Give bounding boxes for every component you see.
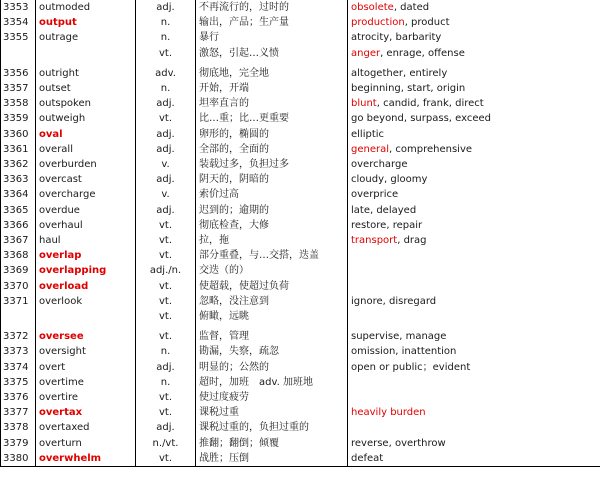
key-synonym: production — [351, 17, 405, 29]
part-of-speech: vt. — [136, 46, 196, 61]
entry-number: 3378 — [1, 420, 36, 435]
headword: outspoken — [36, 96, 136, 111]
entry-number: 3358 — [1, 96, 36, 111]
table-row — [1, 218, 600, 233]
table-row — [1, 187, 600, 202]
table-row — [1, 96, 600, 111]
part-of-speech: vt. — [136, 233, 196, 248]
chinese-meaning: 索价过高 — [196, 187, 348, 202]
table-row — [1, 294, 600, 309]
headword: haul — [36, 233, 136, 248]
key-synonym: transport — [351, 235, 398, 247]
english-synonyms — [348, 233, 600, 248]
headword: overcast — [36, 172, 136, 187]
english-synonyms — [348, 81, 600, 96]
part-of-speech: vt. — [136, 111, 196, 126]
english-synonyms — [348, 360, 600, 375]
headword: outset — [36, 81, 136, 96]
entry-number: 3356 — [1, 66, 36, 81]
part-of-speech: vt. — [136, 390, 196, 405]
chinese-meaning: 明显的；公然的 — [196, 360, 348, 375]
chinese-meaning: 战胜；压倒 — [196, 451, 348, 467]
chinese-meaning: 部分重叠，与…交搭，迭盖 — [196, 248, 348, 263]
part-of-speech: n. — [136, 375, 196, 390]
part-of-speech: n. — [136, 81, 196, 96]
chinese-meaning: 比…重；比…更重要 — [196, 111, 348, 126]
part-of-speech: adj. — [136, 127, 196, 142]
table-row — [1, 203, 600, 218]
chinese-meaning: 俯瞰，远眺 — [196, 309, 348, 324]
headword: overt — [36, 360, 136, 375]
entry-number: 3373 — [1, 344, 36, 359]
table-row — [1, 329, 600, 344]
headword: overall — [36, 142, 136, 157]
headword: overtime — [36, 375, 136, 390]
synonym-text: elliptic — [351, 128, 385, 140]
headword: outweigh — [36, 111, 136, 126]
entry-number: 3362 — [1, 157, 36, 172]
part-of-speech: adj. — [136, 142, 196, 157]
part-of-speech: vt. — [136, 218, 196, 233]
english-synonyms — [348, 218, 600, 233]
table-row — [1, 344, 600, 359]
english-synonyms — [348, 111, 600, 126]
synonym-text: , comprehensive — [389, 143, 473, 155]
synonym-text: , enrage, offense — [380, 47, 465, 59]
headword: overturn — [36, 436, 136, 451]
entry-number: 3379 — [1, 436, 36, 451]
part-of-speech: adj. — [136, 0, 196, 15]
table-row — [1, 30, 600, 45]
synonym-text: cloudy, gloomy — [351, 174, 428, 186]
synonym-text: ignore, disregard — [351, 295, 437, 307]
headword: overtire — [36, 390, 136, 405]
headword — [36, 309, 136, 324]
table-row — [1, 420, 600, 435]
entry-number: 3375 — [1, 375, 36, 390]
part-of-speech: adj. — [136, 203, 196, 218]
chinese-meaning: 使超载，使超过负荷 — [196, 279, 348, 294]
table-row — [1, 436, 600, 451]
chinese-meaning: 推翻；翻倒；倾覆 — [196, 436, 348, 451]
vocabulary-table-body — [1, 0, 600, 467]
headword: overload — [36, 279, 136, 294]
entry-number: 3370 — [1, 279, 36, 294]
synonym-text: restore, repair — [351, 219, 423, 231]
headword: outright — [36, 66, 136, 81]
entry-number: 3371 — [1, 294, 36, 309]
chinese-meaning: 不再流行的，过时的 — [196, 0, 348, 15]
table-row — [1, 248, 600, 263]
english-synonyms — [348, 0, 600, 15]
english-synonyms — [348, 390, 600, 405]
synonym-text: supervise, manage — [351, 331, 447, 343]
table-row — [1, 263, 600, 278]
table-row — [1, 451, 600, 467]
headword: oversight — [36, 344, 136, 359]
synonym-text: atrocity, barbarity — [351, 32, 442, 44]
english-synonyms — [348, 187, 600, 202]
key-synonym: heavily burden — [351, 407, 426, 419]
table-row — [1, 46, 600, 61]
headword: overtax — [36, 405, 136, 420]
headword: overlook — [36, 294, 136, 309]
entry-number: 3365 — [1, 203, 36, 218]
part-of-speech: adj. — [136, 360, 196, 375]
headword: output — [36, 15, 136, 30]
headword: overtaxed — [36, 420, 136, 435]
table-row — [1, 279, 600, 294]
chinese-meaning: 课税过重的，负担过重的 — [196, 420, 348, 435]
headword: overlap — [36, 248, 136, 263]
entry-number: 3360 — [1, 127, 36, 142]
key-synonym: blunt — [351, 98, 377, 110]
headword: overcharge — [36, 187, 136, 202]
part-of-speech: v. — [136, 187, 196, 202]
table-row — [1, 111, 600, 126]
english-synonyms — [348, 30, 600, 45]
part-of-speech: vt. — [136, 279, 196, 294]
part-of-speech: vt. — [136, 451, 196, 467]
english-synonyms — [348, 96, 600, 111]
english-synonyms — [348, 142, 600, 157]
synonym-text: go beyond, surpass, exceed — [351, 113, 492, 125]
part-of-speech: adj. — [136, 96, 196, 111]
table-row — [1, 360, 600, 375]
entry-number: 3366 — [1, 218, 36, 233]
entry-number: 3376 — [1, 390, 36, 405]
chinese-meaning: 课税过重 — [196, 405, 348, 420]
english-synonyms — [348, 127, 600, 142]
chinese-meaning: 彻底地，完全地 — [196, 66, 348, 81]
chinese-meaning: 监督，管理 — [196, 329, 348, 344]
english-synonyms — [348, 157, 600, 172]
part-of-speech: vt. — [136, 405, 196, 420]
entry-number: 3374 — [1, 360, 36, 375]
table-row — [1, 0, 600, 15]
part-of-speech: n. — [136, 15, 196, 30]
entry-number: 3361 — [1, 142, 36, 157]
chinese-meaning: 全部的，全面的 — [196, 142, 348, 157]
part-of-speech: v. — [136, 157, 196, 172]
entry-number: 3368 — [1, 248, 36, 263]
chinese-meaning: 装载过多，负担过多 — [196, 157, 348, 172]
chinese-meaning: 忽略，没注意到 — [196, 294, 348, 309]
synonym-text: , product — [404, 17, 450, 29]
table-row — [1, 142, 600, 157]
entry-number: 3369 — [1, 263, 36, 278]
entry-number: 3355 — [1, 30, 36, 45]
entry-number: 3367 — [1, 233, 36, 248]
headword: overdue — [36, 203, 136, 218]
headword: overlapping — [36, 263, 136, 278]
chinese-meaning: 超时，加班 adv. 加班地 — [196, 375, 348, 390]
chinese-meaning: 使过度疲劳 — [196, 390, 348, 405]
headword: overburden — [36, 157, 136, 172]
table-row — [1, 375, 600, 390]
part-of-speech: n./vt. — [136, 436, 196, 451]
table-row — [1, 66, 600, 81]
table-row — [1, 390, 600, 405]
entry-number: 3357 — [1, 81, 36, 96]
key-synonym: obsolete — [351, 2, 394, 13]
part-of-speech: n. — [136, 30, 196, 45]
chinese-meaning: 彻底检查，大修 — [196, 218, 348, 233]
synonym-text: omission, inattention — [351, 346, 457, 358]
table-row — [1, 172, 600, 187]
synonym-text: reverse, overthrow — [351, 437, 446, 449]
chinese-meaning: 坦率直言的 — [196, 96, 348, 111]
headword: outrage — [36, 30, 136, 45]
chinese-meaning: 开始，开端 — [196, 81, 348, 96]
synonym-text: late, delayed — [351, 204, 417, 216]
part-of-speech: vt. — [136, 329, 196, 344]
headword — [36, 46, 136, 61]
english-synonyms — [348, 203, 600, 218]
chinese-meaning: 阴天的，阴暗的 — [196, 172, 348, 187]
part-of-speech: adj./n. — [136, 263, 196, 278]
synonym-text: beginning, start, origin — [351, 83, 466, 95]
headword: overwhelm — [36, 451, 136, 467]
part-of-speech: n. — [136, 344, 196, 359]
english-synonyms — [348, 375, 600, 390]
headword: outmoded — [36, 0, 136, 15]
synonym-text: overcharge — [351, 159, 408, 171]
english-synonyms — [348, 294, 600, 309]
entry-number — [1, 46, 36, 61]
entry-number: 3364 — [1, 187, 36, 202]
english-synonyms — [348, 451, 600, 467]
entry-number: 3359 — [1, 111, 36, 126]
synonym-text: defeat — [351, 452, 384, 464]
english-synonyms — [348, 344, 600, 359]
table-row — [1, 157, 600, 172]
table-row — [1, 81, 600, 96]
english-synonyms — [348, 405, 600, 420]
synonym-text: , dated — [393, 2, 430, 13]
entry-number — [1, 309, 36, 324]
english-synonyms — [348, 263, 600, 278]
table-row — [1, 233, 600, 248]
english-synonyms — [348, 309, 600, 324]
part-of-speech: vt. — [136, 248, 196, 263]
synonym-text: altogether, entirely — [351, 67, 448, 79]
entry-number: 3363 — [1, 172, 36, 187]
synonym-text: open or public；evident — [351, 361, 471, 373]
entry-number: 3380 — [1, 451, 36, 467]
headword: oversee — [36, 329, 136, 344]
entry-number: 3372 — [1, 329, 36, 344]
table-row — [1, 127, 600, 142]
english-synonyms — [348, 46, 600, 61]
english-synonyms — [348, 420, 600, 435]
english-synonyms — [348, 279, 600, 294]
table-row — [1, 15, 600, 30]
english-synonyms — [348, 15, 600, 30]
english-synonyms — [348, 329, 600, 344]
table-row — [1, 405, 600, 420]
english-synonyms — [348, 248, 600, 263]
part-of-speech: adv. — [136, 66, 196, 81]
chinese-meaning: 卵形的，椭圆的 — [196, 127, 348, 142]
part-of-speech: adj. — [136, 172, 196, 187]
headword: overhaul — [36, 218, 136, 233]
part-of-speech: vt. — [136, 294, 196, 309]
chinese-meaning: 交迭（的） — [196, 263, 348, 278]
key-synonym: general — [351, 143, 390, 155]
english-synonyms — [348, 436, 600, 451]
english-synonyms — [348, 172, 600, 187]
chinese-meaning: 拉，拖 — [196, 233, 348, 248]
chinese-meaning: 激怒，引起…义愤 — [196, 46, 348, 61]
synonym-text: overprice — [351, 189, 399, 201]
entry-number: 3354 — [1, 15, 36, 30]
headword: oval — [36, 127, 136, 142]
part-of-speech: vt. — [136, 309, 196, 324]
entry-number: 3353 — [1, 0, 36, 15]
table-row — [1, 309, 600, 324]
chinese-meaning: 迟到的；逾期的 — [196, 203, 348, 218]
english-synonyms — [348, 66, 600, 81]
synonym-text: , drag — [397, 235, 427, 247]
chinese-meaning: 输出，产品；生产量 — [196, 15, 348, 30]
entry-number: 3377 — [1, 405, 36, 420]
key-synonym: anger — [351, 47, 381, 59]
chinese-meaning: 勘漏，失察，疏忽 — [196, 344, 348, 359]
part-of-speech: adj. — [136, 420, 196, 435]
chinese-meaning: 暴行 — [196, 30, 348, 45]
synonym-text: , candid, frank, direct — [376, 98, 484, 110]
